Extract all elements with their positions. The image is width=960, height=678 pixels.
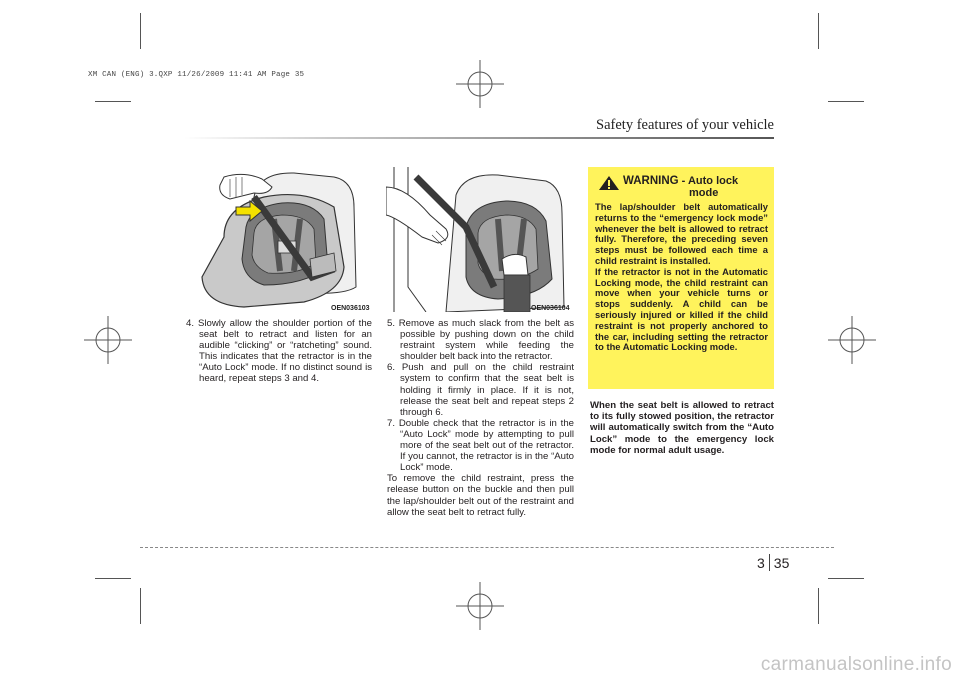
figure-child-seat-push-down	[386, 167, 574, 312]
step-5	[387, 318, 574, 362]
page-number-value: 35	[773, 555, 790, 571]
warning-title	[623, 176, 738, 199]
step-text: Remove as much slack from the belt as possible by pushing down on the child restraint system while feeding the shoulder belt back into the retractor.	[398, 318, 574, 363]
warning-triangle-icon	[599, 176, 619, 190]
column-2-text	[387, 318, 574, 518]
step-number: 7.	[387, 417, 396, 429]
footer-dashed-rule	[140, 547, 834, 548]
figure-child-seat-belt-retract	[184, 167, 372, 312]
warning-header	[595, 176, 768, 199]
registration-mark-right	[828, 316, 876, 364]
figure-code-2: OEN036104	[531, 305, 570, 312]
section-title: Safety features of your vehicle	[596, 117, 774, 133]
warning-title-line-1: - Auto lock	[681, 175, 739, 187]
step-text: Slowly allow the shoulder portion of the seat belt to retract and listen for an audible “clicking” or “ratcheting” sound. This indicates that the retractor is in the “Auto Lock” mode. If no distinct sound is heard, repeat steps 3 and 4.	[197, 318, 373, 385]
step-number: 5.	[387, 318, 396, 329]
page-number-separator	[769, 554, 770, 571]
warning-paragraph-1: The lap/shoulder belt automatically returns to the “emergency lock mode” whenever the belt is allowed to retract fully. Therefore, the preceding seven steps must be followed each time a child restraint is installed.	[595, 201, 768, 266]
registration-mark-left	[84, 316, 132, 364]
chapter-number: 3	[757, 555, 765, 571]
step-number: 4.	[186, 318, 195, 329]
print-slug: XM CAN (ENG) 3.QXP 11/26/2009 11:41 AM Page 35	[88, 71, 305, 79]
step-text: Push and pull on the child restraint system to confirm that the seat belt is holding it firmly in place. If it is not, release the seat belt and repeat steps 2 through 6.	[400, 362, 574, 418]
registration-mark-top	[456, 60, 504, 108]
step-number: 6.	[387, 362, 396, 374]
step-4	[186, 318, 372, 385]
step-text: Double check that the retractor is in the “Auto Lock” mode by attempting to pull more of the seat belt out of the retractor. If you cannot, the retractor is in the “Auto Lock” mode.	[398, 417, 574, 474]
title-rule	[184, 137, 774, 139]
step-6	[387, 362, 574, 417]
column-1-text	[186, 318, 372, 385]
page-number	[757, 554, 789, 571]
step-7	[387, 418, 574, 473]
figure-code-1: OEN036103	[331, 305, 370, 312]
warning-box	[588, 167, 774, 389]
remove-restraint-paragraph: To remove the child restraint, press the release button on the buckle and then pull the lap/shoulder belt out of the restraint and allow the seat belt to retract fully.	[387, 473, 574, 518]
warning-title-line-2: mode	[689, 186, 719, 199]
watermark: carmanualsonline.info	[760, 654, 952, 675]
registration-mark-bottom	[456, 582, 504, 630]
warning-paragraph-2: If the retractor is not in the Automatic Locking mode, the child restraint can move when your vehicle turns or stops suddenly. A child can be seriously injured or killed if the child restraint is not properly anchored to the car, including setting the retractor to the Automatic Locking mode.	[595, 265, 768, 353]
child-seat-illustration-1	[184, 167, 372, 312]
warning-label: WARNING	[623, 175, 679, 187]
auto-lock-note: When the seat belt is allowed to retract to its fully stowed position, the retractor will automatically switch from the “Auto Lock” mode to the emergency lock mode for normal adult usage.	[590, 400, 774, 456]
child-seat-illustration-2	[386, 167, 574, 312]
